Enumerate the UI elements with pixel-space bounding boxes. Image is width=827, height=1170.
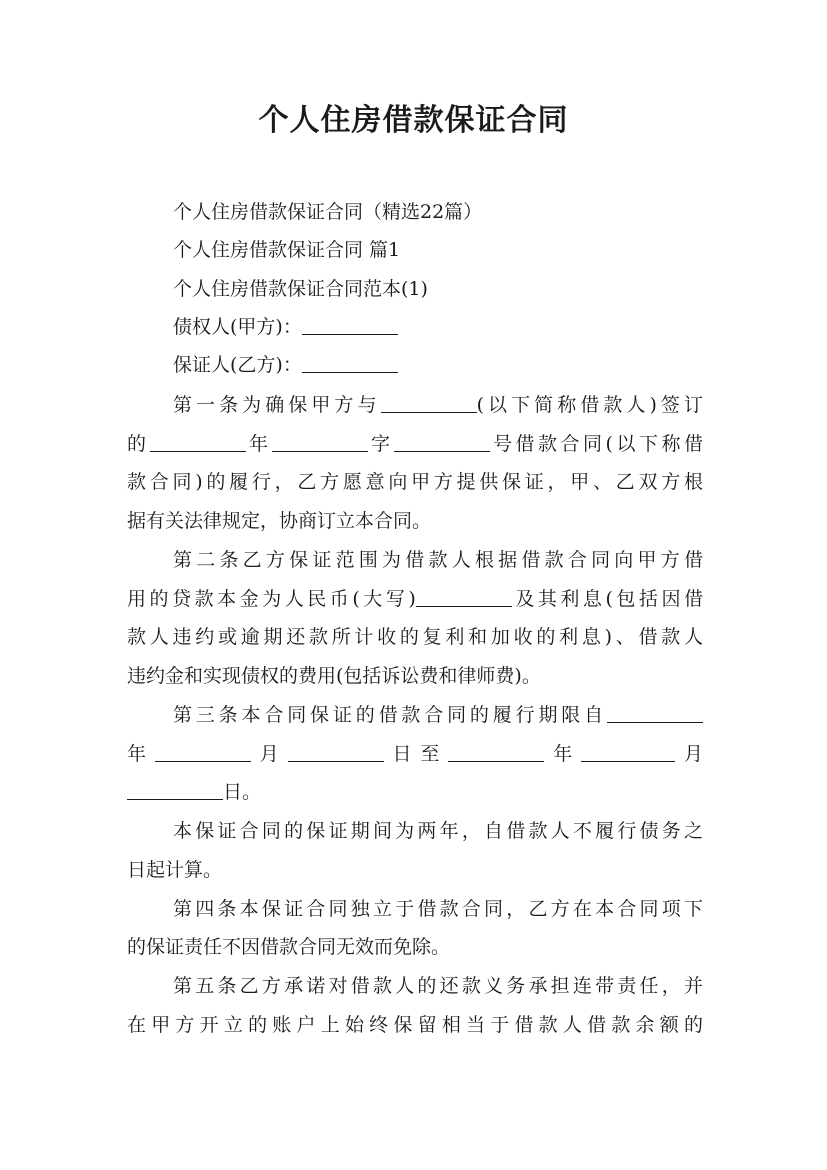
article-2-line-1: 第二条乙方保证范围为借款人根据借款合同向甲方借 [173,549,703,571]
blank-field [302,316,398,335]
article-2-line-2: 用的贷款本金为人民币(大写) 及其利息(包括因借 [127,588,704,610]
article-4-line-1: 第四条本保证合同独立于借款合同，乙方在本合同项下 [173,898,703,920]
guarantor-line: 保证人(乙方)： [127,352,703,378]
blank-field [394,433,490,452]
article-1-line-3: 款合同)的履行，乙方愿意向甲方提供保证，甲、乙双方根 [127,471,703,493]
blank-field [448,743,544,762]
contract-heading: 个人住房借款保证合同范本(1) [173,278,428,300]
document-title: 个人住房借款保证合同 [258,103,569,138]
article-1-line-2: 的 年 字 号借款合同(以下称借 [127,433,703,455]
guarantee-period-line-2: 日起计算。 [127,859,223,881]
blank-field [155,743,251,762]
blank-field [607,704,703,723]
blank-field [272,433,368,452]
section-heading: 个人住房借款保证合同 篇1 [173,239,401,261]
creditor-line: 债权人(甲方)： [127,314,703,340]
article-2-line-4: 违约金和实现债权的费用(包括诉讼费和律师费)。 [127,665,541,687]
article-3-line-3: 日。 [127,779,703,805]
article-5-line-1: 第五条乙方承诺对借款人的还款义务承担连带责任，并 [173,975,703,997]
blank-field [416,588,512,607]
article-2-line-3: 款人违约或逾期还款所计收的复利和加收的利息)、借款人 [127,626,703,648]
blank-field [302,354,398,373]
blank-field [288,743,384,762]
article-4-line-2: 的保证责任不因借款合同无效而免除。 [127,936,451,958]
blank-field [581,743,675,762]
blank-field [127,781,223,800]
article-5-line-2: 在甲方开立的账户上始终保留相当于借款人借款余额的 [127,1014,703,1036]
guarantee-period-line-1: 本保证合同的保证期间为两年，自借款人不履行债务之 [173,820,703,842]
article-1-line-4: 据有关法律规定，协商订立本合同。 [127,510,432,532]
article-3-line-2: 年 月 日至 年 月 [127,743,703,765]
subtitle-line: 个人住房借款保证合同（精选22篇） [173,201,483,223]
article-1-line-1: 第一条为确保甲方与 (以下简称借款人)签订 [173,394,703,416]
blank-field [150,433,246,452]
article-3-line-1: 第三条本合同保证的借款合同的履行期限自 [127,702,703,728]
blank-field [381,394,477,413]
